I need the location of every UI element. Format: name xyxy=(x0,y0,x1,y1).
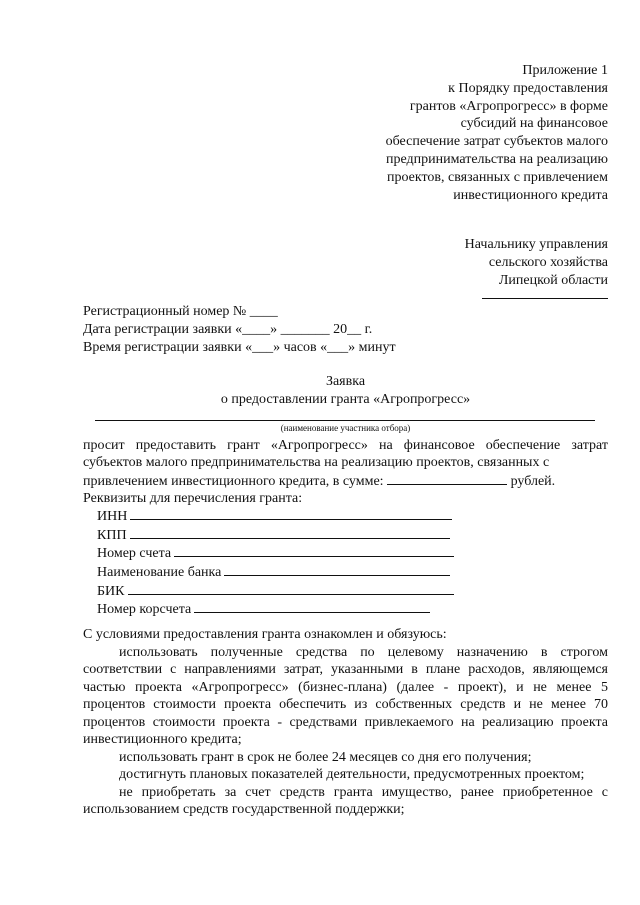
appendix-line: предпринимательства на реализацию xyxy=(386,151,608,167)
appendix-line: инвестиционного кредита xyxy=(453,187,608,203)
amount-unit: рублей. xyxy=(510,473,556,489)
requisites-heading: Реквизиты для перечисления гранта: xyxy=(83,490,303,506)
requisite-row xyxy=(97,600,454,619)
terms-item: использовать грант в срок не более 24 месяцев со дня его получения; xyxy=(119,749,532,765)
appendix-header xyxy=(340,62,608,204)
requisite-row xyxy=(97,563,454,582)
requisite-row xyxy=(97,526,454,545)
application-title xyxy=(83,373,608,409)
requisite-label: Номер корсчета xyxy=(97,602,192,618)
applicant-name-blank xyxy=(95,419,595,421)
appendix-line: грантов «Агропрогресс» в форме xyxy=(409,98,608,114)
requisite-label: БИК xyxy=(97,583,125,599)
requisite-blank xyxy=(128,582,454,595)
registration-time: Время регистрации заявки «___» часов «___» минут xyxy=(83,340,396,355)
requisite-label: Наименование банка xyxy=(97,565,222,581)
appendix-line: к Порядку предоставления xyxy=(448,80,608,96)
body-line-amount xyxy=(83,472,608,490)
amount-blank xyxy=(387,472,507,485)
registration-number: Регистрационный номер № ____ xyxy=(83,304,278,319)
requisite-label: КПП xyxy=(97,527,127,543)
amount-label: привлечением инвестиционного кредита, в сумме: xyxy=(83,473,384,489)
addressee-block xyxy=(360,236,608,299)
requisite-blank xyxy=(224,563,450,576)
requisite-blank xyxy=(130,507,452,520)
requisite-label: ИНН xyxy=(97,509,128,524)
appendix-line: Приложение 1 xyxy=(522,63,608,78)
appendix-line: проектов, связанных с привлечением xyxy=(386,169,608,185)
registration-date: Дата регистрации заявки «____» _______ 20__ г. xyxy=(83,322,373,337)
requisite-label: Номер счета xyxy=(97,546,172,562)
requisite-blank xyxy=(194,600,430,613)
terms-item: достигнуть плановых показателей деятельности, предусмотренных проектом; xyxy=(119,767,585,782)
requisite-blank xyxy=(130,526,450,539)
terms-block xyxy=(83,626,608,819)
terms-intro: С условиями предоставления гранта ознакомлен и обязуюсь: xyxy=(83,627,447,642)
title-line: о предоставлении гранта «Агропрогресс» xyxy=(220,392,471,407)
requisite-blank xyxy=(174,544,454,557)
body-line: просит предоставить грант «Агропрогресс» на финансовое обеспечение затрат xyxy=(83,438,608,453)
addressee-line: Начальнику управления xyxy=(464,237,608,252)
registration-block xyxy=(83,303,396,357)
title-line: Заявка xyxy=(325,374,366,389)
terms-item: не приобретать за счет средств гранта имущество, ранее приобретенное с использованием средств государственной поддержки; xyxy=(83,784,608,817)
body-line: субъектов малого предпринимательства на реализацию проектов, связанных с xyxy=(83,455,550,471)
appendix-line: обеспечение затрат субъектов малого xyxy=(385,134,608,150)
terms-item: использовать полученные средства по целевому назначению в строгом соответствии с направлениями затрат, указанными в плане расходов, являющемся частью проекта «Агропрогресс» (бизнес-плана) (далее - проект), и не менее 5 процентов стоимости проекта обеспечить из собственных средств и не менее 70 процентов стоимости проекта - средствами привлекаемого на реализацию проекта инвестиционного кредита; xyxy=(83,644,608,747)
applicant-caption: (наименование участника отбора) xyxy=(280,423,411,433)
appendix-line: субсидий на финансовое xyxy=(460,116,608,132)
requisite-row xyxy=(97,582,454,601)
addressee-line: Липецкой области xyxy=(498,273,608,288)
addressee-name-blank xyxy=(482,290,608,299)
requisites-list xyxy=(97,507,454,619)
requisite-row xyxy=(97,507,454,526)
request-body xyxy=(83,437,608,507)
requisite-row xyxy=(97,544,454,563)
addressee-line: сельского хозяйства xyxy=(488,255,608,270)
